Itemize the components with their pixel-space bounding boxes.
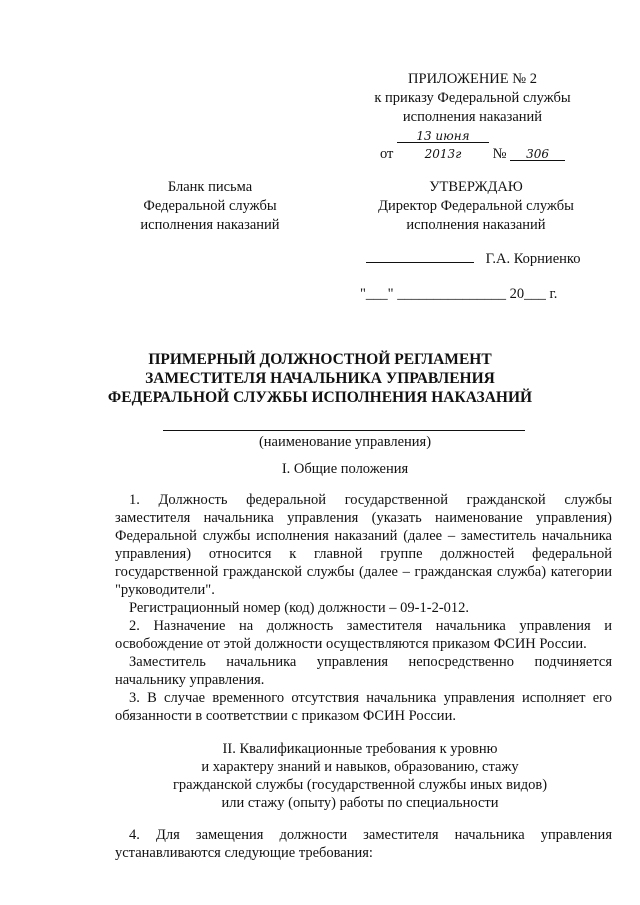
appendix-block (350, 70, 595, 162)
date-field (397, 127, 489, 161)
from-label: от (379, 146, 394, 162)
paragraph-2-subordination: Заместитель начальника управления непосредственно подчиняется начальнику управления. (115, 654, 612, 688)
letterhead-block (110, 178, 310, 235)
handwritten-number: 306 (526, 147, 550, 161)
department-caption: (наименование управления) (258, 434, 432, 450)
section-2-body (115, 826, 612, 862)
section-2-heading (120, 740, 600, 812)
approval-position: Директор Федеральной службы (378, 198, 574, 214)
section-2-line-4: или стажу (опыту) работы по специальности (221, 795, 499, 811)
title-line-2: ЗАМЕСТИТЕЛЯ НАЧАЛЬНИКА УПРАВЛЕНИЯ (145, 370, 495, 387)
letterhead-line-2: Федеральной службы (143, 198, 277, 214)
paragraph-2: 2. Назначение на должность заместителя начальника управления и освобождение от этой должности осуществляются приказом ФСИН России. (115, 618, 612, 652)
handwritten-date: 13 июня 2013г (416, 129, 470, 161)
section-2-line-2: и характеру знаний и навыков, образованию, стажу (201, 759, 519, 775)
signatory-name: Г.А. Корниенко (485, 251, 581, 267)
section-2-line-1: II. Квалификационные требования к уровню (222, 741, 498, 757)
title-line-1: ПРИМЕРНЫЙ ДОЛЖНОСТНОЙ РЕГЛАМЕНТ (148, 351, 492, 368)
section-1-body (115, 491, 612, 725)
appendix-date-line (350, 127, 595, 162)
paragraph-4: 4. Для замещения должности заместителя начальника управления устанавливаются следующие требования: (115, 827, 612, 861)
document-title (60, 350, 580, 407)
appendix-service-line: исполнения наказаний (402, 109, 543, 125)
section-1-heading: I. Общие положения (281, 461, 409, 477)
paragraph-1: 1. Должность федеральной государственной гражданской службы заместителя начальника управления (указать наименование управления) Федеральной службы исполнения наказаний (далее – заместитель начальника управления) относится к главной группе должностей федеральной государственной гражданской службы (далее – гражданская служба) категории "руководители". (115, 492, 612, 598)
appendix-title: ПРИЛОЖЕНИЕ № 2 (408, 71, 537, 87)
approval-date: "___" _______________ 20___ г. (360, 286, 558, 302)
paragraph-3: 3. В случае временного отсутствия начальника управления исполняет его обязанности в соответствии с приказом ФСИН России. (115, 690, 612, 724)
approval-service: исполнения наказаний (406, 217, 546, 233)
letterhead-line-3: исполнения наказаний (140, 217, 280, 233)
letterhead-line-1: Бланк письма (167, 179, 253, 195)
signature-field (366, 247, 474, 263)
approval-heading: УТВЕРЖДАЮ (429, 179, 523, 195)
signature-line (366, 247, 596, 268)
approval-block (360, 178, 592, 235)
paragraph-1-registration: Регистрационный номер (код) должности – 09-1-2-012. (129, 600, 470, 616)
number-label: № (492, 146, 507, 162)
department-underline (163, 430, 525, 431)
number-field (510, 145, 565, 161)
title-line-3: ФЕДЕРАЛЬНОЙ СЛУЖБЫ ИСПОЛНЕНИЯ НАКАЗАНИЙ (107, 389, 533, 406)
section-2-line-3: гражданской службы (государственной службы иных видов) (172, 777, 548, 793)
appendix-order-line: к приказу Федеральной службы (374, 90, 571, 106)
